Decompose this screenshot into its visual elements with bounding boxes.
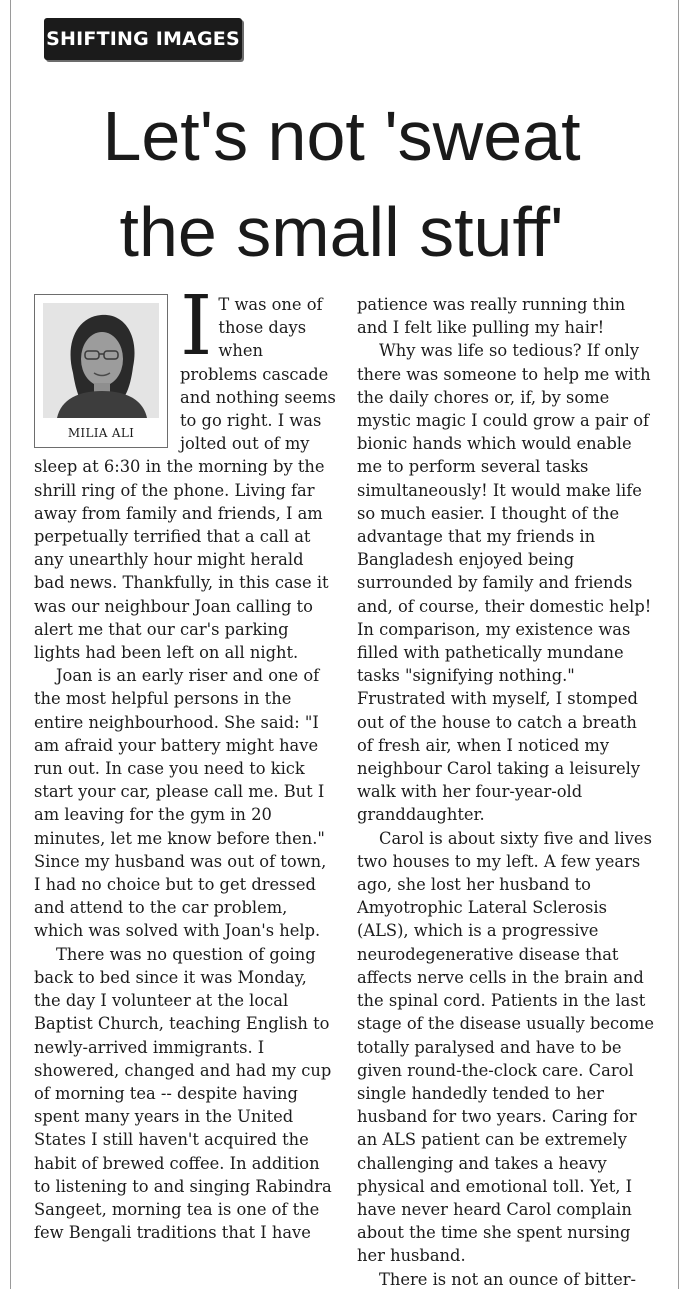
- article-column-right: [357, 293, 655, 1291]
- author-name: MILIA ALI: [67, 426, 135, 440]
- section-tag: SHIFTING IMAGES: [44, 18, 242, 60]
- article-column-left: [34, 279, 336, 1244]
- drop-cap: I: [180, 279, 213, 374]
- article-paragraph-3: There was no question of going back to bed since it was Monday, the day I volunteer at the local Baptist Church, teaching English to newly-arrived immigrants. I showered, changed and had my cup of morning tea -- despite having spent many years in the United States I still haven't acquired the habit of brewed coffee. In addition to listening to and singing Rabindra Sangeet, morning tea is one of the few Bengali traditions that I have: [34, 944, 332, 1243]
- article-paragraph-6: There is not an ounce of bitter-: [379, 1269, 637, 1289]
- author-box: [34, 294, 168, 448]
- headline-line-2: the small stuff': [119, 193, 564, 271]
- article-paragraph-2: Joan is an early riser and one of the most helpful persons in the entire neighbourhood. She said: "I am afraid your battery might have run out. In case you need to kick start your car, please call me. But I am leaving for the gym in 20 minutes, let me know before then." Since my husband was out of town, I had no choice but to get dressed and attend to the car problem, which was solved with Joan's help.: [34, 666, 327, 941]
- article-paragraph-4: Why was life so tedious? If only there was someone to help me with the daily chores or, if, by some mystic magic I could grow a pair of bionic hands which would enable me to perform several tasks simultaneously! It would make life so much easier. I thought of the advantage that my friends in Bangladesh enjoyed being surrounded by family and friends and, of course, their domestic help! In comparison, my existence was filled with pathetically mundane tasks "signifying nothing." Frustrated with myself, I stomped out of the house to catch a breath of fresh air, when I noticed my neighbour Carol taking a leisurely walk with her four-year-old granddaughter.: [357, 341, 652, 825]
- article-lead-text: T was one of those days when problems cascade and nothing seems to go right. I was jolted out of my sleep at 6:30 in the morning by the shrill ring of the phone. Living far away from family and friends, I am perpetually terrified that a call at any unearthly hour might herald bad news. Thankfully, in this case it was our neighbour Joan calling to alert me that our car's parking lights had been left on all night.: [34, 295, 336, 663]
- article-paragraph-3-continued: patience was really running thin and I felt like pulling my hair!: [357, 295, 626, 338]
- headline-line-1: Let's not 'sweat: [102, 97, 581, 175]
- author-photo: [43, 303, 159, 418]
- article-paragraph-5: Carol is about sixty five and lives two houses to my left. A few years ago, she lost her husband to Amyotrophic Lateral Sclerosis (ALS), which is a progressive neurodegenerative disease that affects nerve cells in the brain and the spinal cord. Patients in the last stage of the disease usually become totally paralysed and have to be given round-the-clock care. Carol single handedly tended to her husband for two years. Caring for an ALS patient can be extremely challenging and takes a heavy physical and emotional toll. Yet, I have never heard Carol complain about the time she spent nursing her husband.: [357, 828, 655, 1266]
